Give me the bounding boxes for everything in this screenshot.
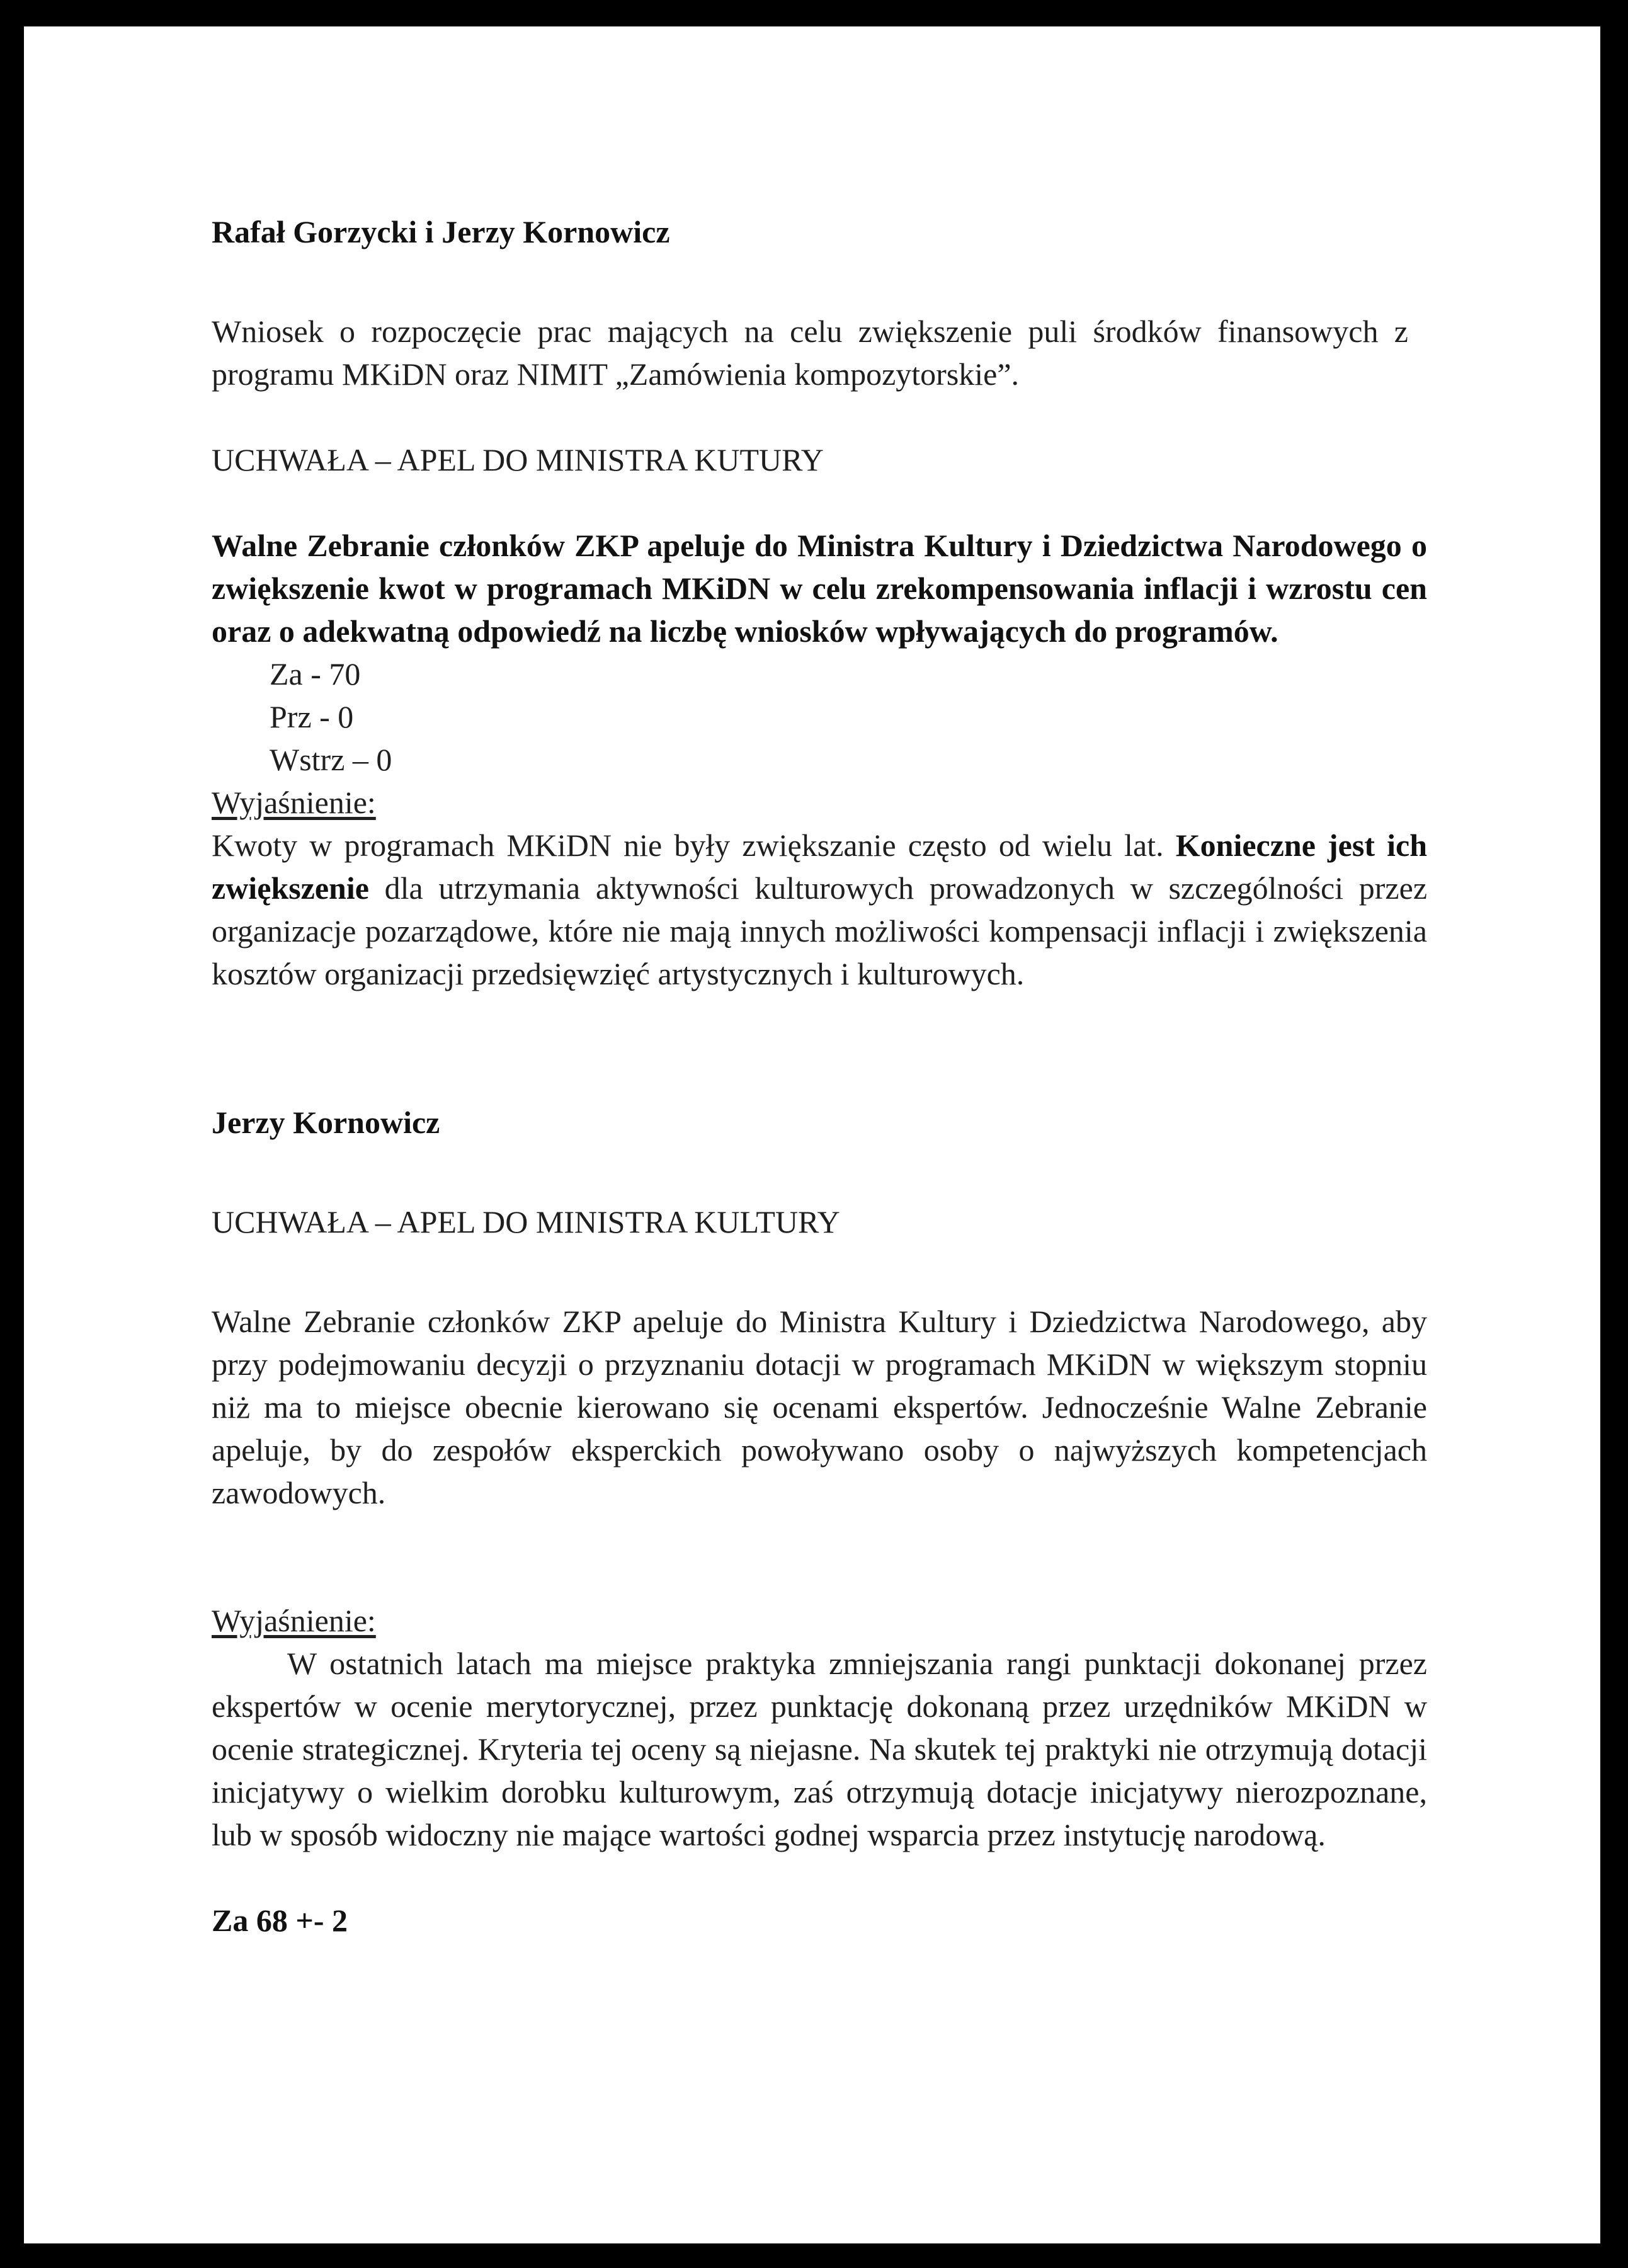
section1-explanation-bold: Konieczne jest ich zwiększenie [212, 828, 1427, 906]
section1-resolution-title: UCHWAŁA – APEL DO MINISTRA KUTURY [212, 442, 824, 477]
vote-abstain: Wstrz – 0 [270, 742, 392, 777]
section1-explanation [212, 824, 1427, 995]
section1-authors: Rafał Gorzycki i Jerzy Kornowicz [212, 214, 670, 249]
section2-resolution-text: Walne Zebranie członków ZKP apeluje do Ministra Kultury i Dziedzictwa Narodowego, aby przy podejmowaniu decyzji o przyznaniu dotacji w programach MKiDN w większym stopniu niż ma to miejsce obecnie kierowano się ocenami ekspertów. Jednocześnie Walne Zebranie apeluje, by do zespołów eksperckich powoływano osoby o najwyższych kompetencjach zawodowych. [212, 1304, 1427, 1510]
section2-vote-result: Za 68 +- 2 [212, 1903, 348, 1938]
section1-explanation-label: Wyjaśnienie: [212, 785, 376, 820]
section2-author: Jerzy Kornowicz [212, 1105, 440, 1140]
section1-explanation-part1: Kwoty w programach MKiDN nie były zwiększanie często od wielu lat. [212, 828, 1164, 863]
section2-explanation: W ostatnich latach ma miejsce praktyka zmniejszania rangi punktacji dokonanej przez ekspertów w ocenie merytorycznej, przez punktację dokonaną przez urzędników MKiDN w ocenie strategicznej. Kryteria tej oceny są niejasne. Na skutek tej praktyki nie otrzymują dotacji inicjatywy o wielkim dorobku kulturowym, zaś otrzymują dotacje inicjatywy nierozpoznane, lub w sposób widoczny nie mające wartości godnej wsparcia przez instytucję narodową. [212, 1646, 1427, 1852]
section1-resolution-text: Walne Zebranie członków ZKP apeluje do Ministra Kultury i Dziedzictwa Narodowego o zwiększenie kwot w programach MKiDN w celu zrekompensowania inflacji i wzrostu cen oraz o adekwatną odpowiedź na liczbę wniosków wpływających do programów. [212, 528, 1427, 649]
document-page [24, 26, 1600, 2243]
vote-against: Prz - 0 [270, 699, 354, 734]
section2-explanation-label: Wyjaśnienie: [212, 1603, 376, 1638]
section1-vote-list [212, 652, 1427, 781]
document-content [212, 210, 1427, 1942]
vote-for: Za - 70 [270, 656, 361, 692]
section1-explanation-part2: dla utrzymania aktywności kulturowych prowadzonych w szczególności przez organizacje pozarządowe, które nie mają innych możliwości kompensacji inflacji i zwiększenia kosztów organizacji przedsięwzięć artystycznych i kulturowych. [212, 870, 1428, 991]
section2-resolution-title: UCHWAŁA – APEL DO MINISTRA KULTURY [212, 1204, 840, 1239]
section1-motion: Wniosek o rozpoczęcie prac mających na celu zwiększenie puli środków finansowych z programu MKiDN oraz NIMIT „Zamówienia kompozytorskie”. [212, 314, 1408, 392]
